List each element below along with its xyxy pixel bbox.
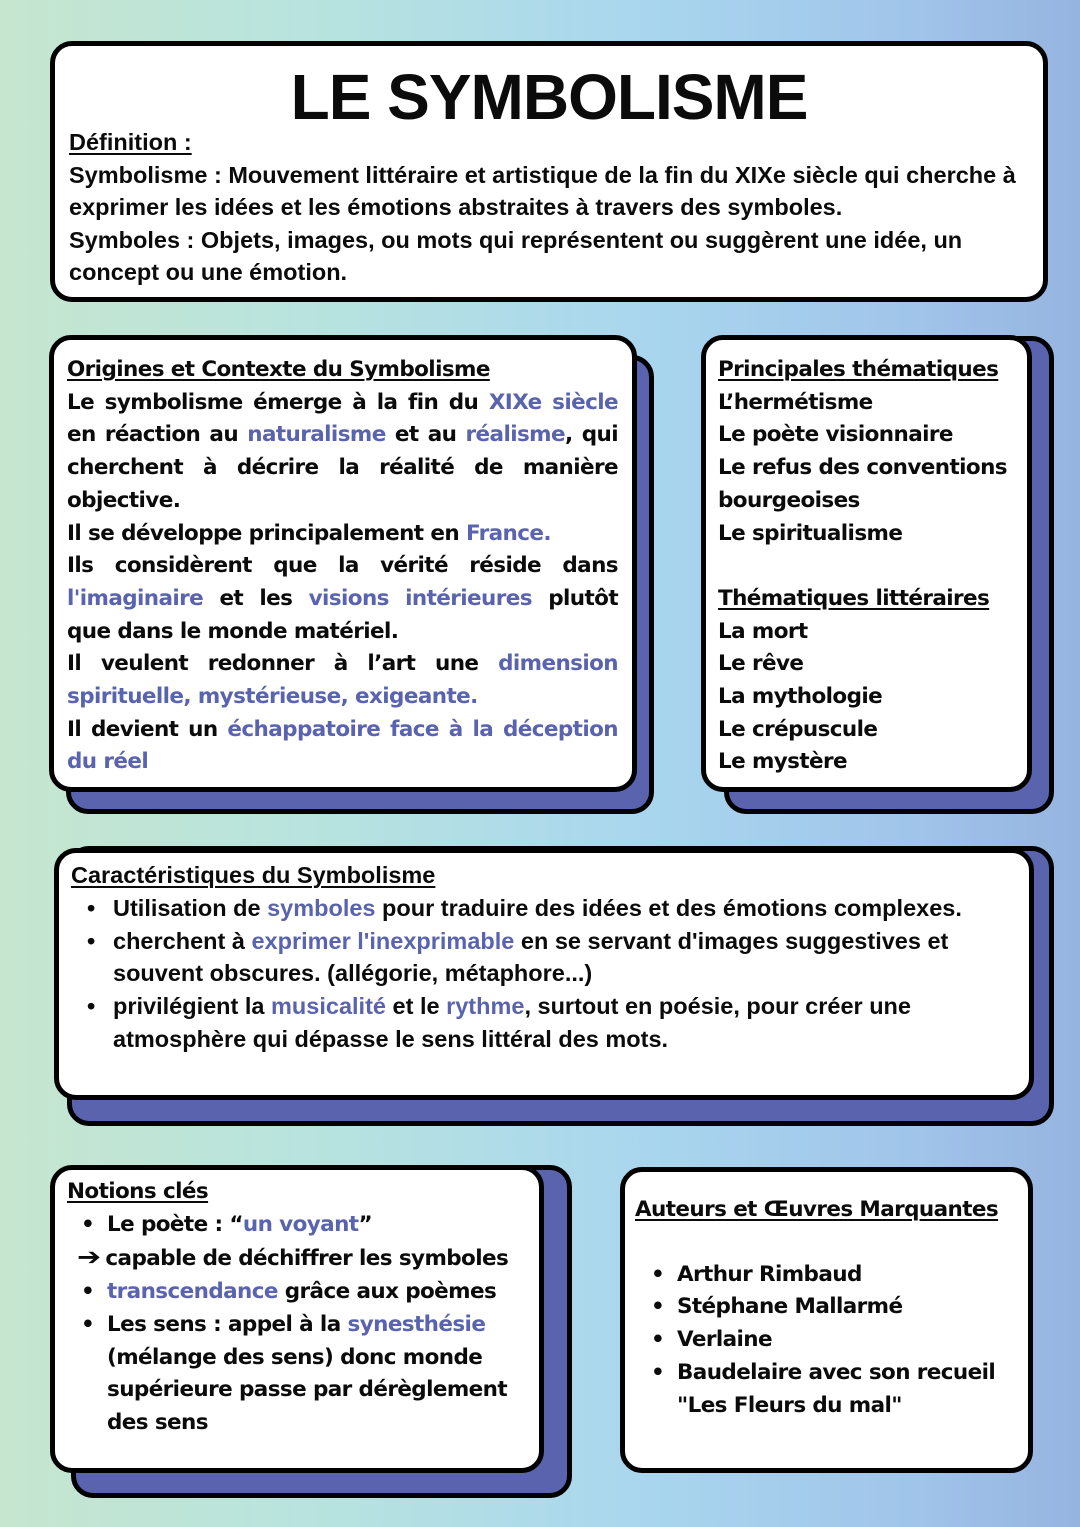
page-title: LE SYMBOLISME: [290, 61, 808, 133]
notions-heading: Notions clés: [67, 1179, 209, 1204]
arrow-right-icon: ➔: [77, 1243, 101, 1272]
origines-paragraph: Le symbolisme émerge à la fin du XIXe siècle en réaction au naturalisme et au réalisme, qui cherchent à décrire la réalité de manière objective.: [67, 389, 618, 513]
notions-content: [67, 1176, 533, 1440]
definition-symbolisme: Symbolisme : Mouvement littéraire et artistique de la fin du XIXe siècle qui cherche à exprimer les idées et les émotions abstraites à travers des symboles.: [69, 161, 1016, 220]
thematique-litteraire-item: La mythologie: [718, 684, 883, 710]
notion-arrow-line: ➔ capable de déchiffrer les symboles: [67, 1241, 533, 1276]
definition-block: [69, 126, 1033, 289]
thematique-litteraire-item: Le mystère: [718, 749, 848, 775]
auteurs-card: [620, 1167, 1033, 1473]
notion-item: • Les sens : appel à la synesthésie (mélange des sens) donc monde supérieure passe par dérèglement des sens: [67, 1309, 533, 1440]
caracteristique-item: • cherchent à exprimer l'inexprimable en se servant d'images suggestives et souvent obscures. (allégorie, métaphore...): [71, 925, 1017, 991]
caracteristiques-content: [71, 859, 1017, 1056]
caracteristique-item: • Utilisation de symboles pour traduire des idées et des émotions complexes.: [71, 892, 1017, 925]
thematique-item: Le spiritualisme: [718, 520, 903, 546]
origines-content: [67, 354, 618, 779]
definition-card: [50, 41, 1048, 302]
thematiques-card: [701, 335, 1032, 792]
caracteristiques-card: [54, 848, 1034, 1100]
notion-item: • transcendance grâce aux poèmes: [67, 1276, 533, 1309]
origines-paragraph: Il devient un échappatoire face à la déception du réel: [67, 716, 618, 775]
auteur-item: • Verlaine: [635, 1324, 1022, 1357]
auteur-item: • Stéphane Mallarmé: [635, 1291, 1022, 1324]
notion-item: • Le poète : “un voyant”: [67, 1209, 533, 1242]
thematiques-content: [718, 354, 1021, 779]
origines-heading: Origines et Contexte du Symbolisme: [67, 357, 490, 382]
origines-paragraph: Il se développe principalement en France.: [67, 520, 551, 546]
origines-card: [49, 335, 637, 792]
thematique-item: L’hermétisme: [718, 389, 873, 415]
notions-card: [50, 1165, 544, 1473]
thematique-item: Le refus des conventions bourgeoises: [718, 455, 1007, 513]
origines-paragraph: Il veulent redonner à l’art une dimension spirituelle, mystérieuse, exigeante.: [67, 651, 618, 710]
origines-paragraph: Ils considèrent que la vérité réside dans l'imaginaire et les visions intérieures plutôt que dans le monde matériel.: [67, 553, 619, 644]
caracteristique-item: • privilégient la musicalité et le rythme, surtout en poésie, pour créer une atmosphère qui dépasse le sens littéral des mots.: [71, 990, 1017, 1056]
definition-label: Définition :: [69, 129, 192, 155]
auteur-item: • Baudelaire avec son recueil "Les Fleurs du mal": [635, 1357, 1022, 1422]
caracteristiques-heading: Caractéristiques du Symbolisme: [71, 862, 436, 888]
thematique-litteraire-item: La mort: [718, 618, 808, 644]
auteurs-content: [635, 1194, 1022, 1422]
thematique-item: Le poète visionnaire: [718, 422, 953, 448]
auteurs-heading: Auteurs et Œuvres Marquantes: [635, 1197, 999, 1222]
thematique-litteraire-item: Le rêve: [718, 651, 804, 677]
auteur-item: • Arthur Rimbaud: [635, 1259, 1022, 1292]
thematiques-heading: Principales thématiques: [718, 357, 999, 382]
thematique-litteraire-item: Le crépuscule: [718, 716, 878, 742]
definition-symboles: Symboles : Objets, images, ou mots qui représentent ou suggèrent une idée, un concept ou une émotion.: [69, 226, 963, 285]
thematiques-litteraires-heading: Thématiques littéraires: [718, 585, 990, 611]
